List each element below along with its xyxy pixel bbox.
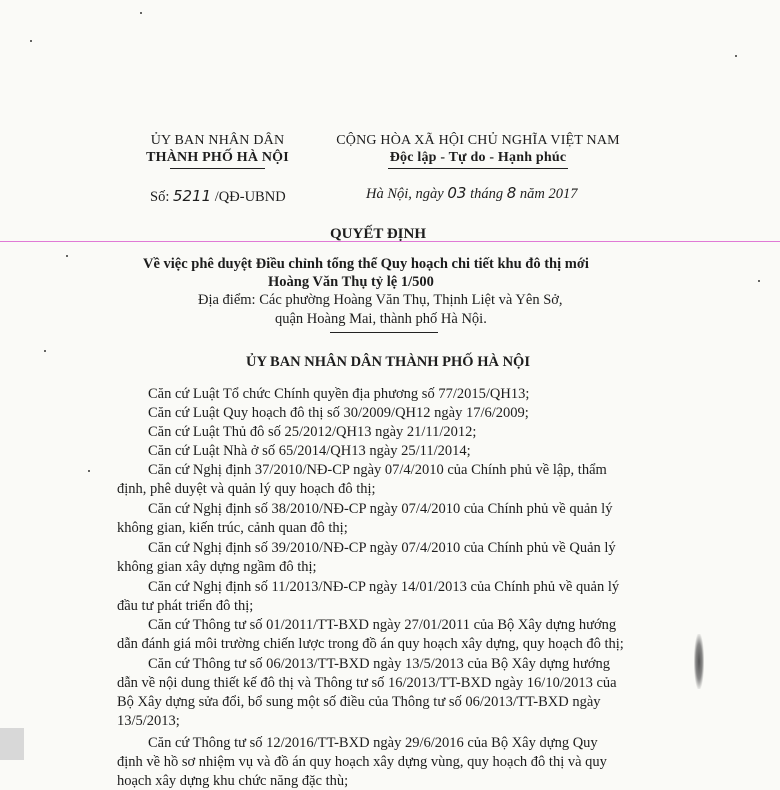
org-underline [170, 168, 265, 169]
location-line2: quận Hoàng Mai, thành phố Hà Nội. [275, 311, 487, 327]
body-line: Căn cứ Thông tư số 06/2013/TT-BXD ngày 13/5/2013 của Bộ Xây dựng hướng [148, 656, 610, 672]
body-line: Căn cứ Nghị định số 38/2010/NĐ-CP ngày 07/4/2010 của Chính phủ về quản lý [148, 501, 613, 517]
body-line: Căn cứ Nghị định số 11/2013/NĐ-CP ngày 14/01/2013 của Chính phủ về quản lý [148, 579, 620, 595]
scan-speck [44, 350, 46, 352]
scan-speck [140, 12, 142, 14]
body-line: định về hồ sơ nhiệm vụ và đồ án quy hoạch xây dựng vùng, quy hoạch đô thị và quy [117, 754, 607, 770]
body-line: Căn cứ Nghị định 37/2010/NĐ-CP ngày 07/4/2010 của Chính phủ về lập, thẩm [148, 462, 607, 478]
scan-speck [30, 40, 32, 42]
body-line: Căn cứ Luật Quy hoạch đô thị số 30/2009/QH12 ngày 17/6/2009; [148, 405, 529, 421]
nation-motto-line1: CỘNG HÒA XÃ HỘI CHỦ NGHĨA VIỆT NAM [336, 133, 620, 148]
body-line: hoạch xây dựng khu chức năng đặc thù; [117, 773, 349, 789]
title-underline [330, 332, 438, 333]
body-line: Căn cứ Luật Nhà ở số 65/2014/QH13 ngày 25/11/2014; [148, 443, 471, 459]
body-line: Căn cứ Thông tư số 12/2016/TT-BXD ngày 29/6/2016 của Bộ Xây dựng Quy [148, 735, 598, 751]
body-line: không gian, kiến trúc, cảnh quan đô thị; [117, 520, 348, 536]
body-line: đầu tư phát triển đô thị; [117, 598, 254, 614]
body-line: 13/5/2013; [117, 713, 180, 729]
document-number: Số: 5211 /QĐ-UBND [150, 187, 286, 205]
nation-motto-line2: Độc lập - Tự do - Hạnh phúc [389, 150, 567, 165]
scan-speck [758, 280, 760, 282]
body-line: Bộ Xây dựng sửa đổi, bổ sung một số điều của Thông tư số 06/2013/TT-BXD ngày [117, 694, 601, 710]
body-line: Căn cứ Luật Tổ chức Chính quyền địa phương số 77/2015/QH13; [148, 386, 530, 402]
scan-speck [88, 470, 90, 472]
issuer-heading: ỦY BAN NHÂN DÂN THÀNH PHỐ HÀ NỘI [246, 354, 530, 370]
scan-corner-shadow [0, 728, 24, 760]
decision-heading: QUYẾT ĐỊNH [330, 226, 426, 242]
body-line: Căn cứ Luật Thủ đô số 25/2012/QH13 ngày 21/11/2012; [148, 424, 477, 440]
document-date: Hà Nội, ngày 03 tháng 8 năm 2017 [366, 184, 578, 202]
body-line: không gian xây dựng ngầm đô thị; [117, 559, 317, 575]
body-line: dẫn về nội dung thiết kế đô thị và Thông tư số 16/2013/TT-BXD ngày 16/10/2013 của [117, 675, 617, 691]
document-number-value: 5211 [172, 187, 212, 205]
org-name-line1: ỦY BAN NHÂN DÂN [150, 133, 285, 148]
decision-subject-line2: Hoàng Văn Thụ tỷ lệ 1/500 [268, 274, 434, 290]
nation-underline [388, 168, 568, 169]
body-line: định, phê duyệt và quản lý quy hoạch đô thị; [117, 481, 376, 497]
scan-speck [735, 55, 737, 57]
org-name-line2: THÀNH PHỐ HÀ NỘI [146, 150, 289, 165]
body-line: Căn cứ Nghị định số 39/2010/NĐ-CP ngày 07/4/2010 của Chính phủ về Quản lý [148, 540, 616, 556]
location-line1: Địa điểm: Các phường Hoàng Văn Thụ, Thịnh Liệt và Yên Sở, [198, 292, 563, 308]
body-line: dẫn đánh giá môi trường chiến lược trong đồ án quy hoạch xây dựng, quy hoạch đô thị; [117, 636, 624, 652]
decision-subject-line1: Về việc phê duyệt Điều chỉnh tổng thể Quy hoạch chi tiết khu đô thị mới [143, 256, 589, 272]
scan-speck [66, 255, 68, 257]
body-line: Căn cứ Thông tư số 01/2011/TT-BXD ngày 27/01/2011 của Bộ Xây dựng hướng [148, 617, 617, 633]
scan-edge-mark [694, 634, 704, 689]
